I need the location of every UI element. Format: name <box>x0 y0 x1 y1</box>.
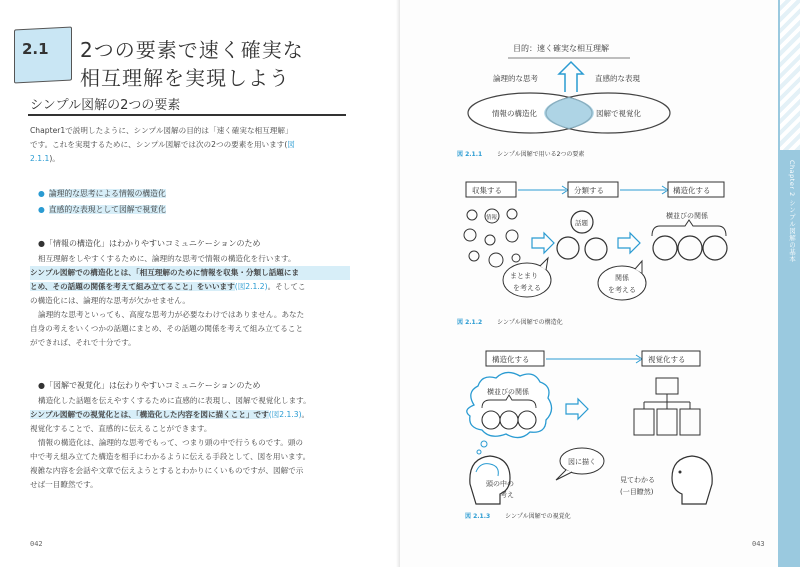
chapter-side-tab-pattern <box>780 0 800 150</box>
fig2-info-circle <box>489 253 503 267</box>
s2-figure-ref[interactable]: (図2.1.3) <box>268 410 302 419</box>
figure-2-1-3 <box>465 351 712 520</box>
fig2-step2-text: 分類する <box>574 186 604 195</box>
subheading: シンプル図解の2つの要素 <box>30 98 181 113</box>
fig3-thought-cloud <box>467 372 552 437</box>
point-item-2: ● 直感的な表現として図解で視覚化 <box>38 205 166 214</box>
s1-line-7: ができれば、それで十分です。 <box>30 338 136 347</box>
fig3-cloud-dot <box>477 450 481 454</box>
fig2-info-text: 情報 <box>486 215 498 221</box>
section-heading-visualizing: ●「図解で視覚化」は伝わりやすいコミュニケーションのため <box>38 381 261 390</box>
s2-line-3: 視覚化することで、直感的に伝えることができます。 <box>30 424 212 433</box>
figure-2-1-1 <box>457 43 670 158</box>
fig3-org-child-box <box>657 409 677 435</box>
s2-line-4: 情報の構造化は、論理的な思考でもって、つまり頭の中で行うものです。頭の <box>38 438 304 447</box>
s1-line-2: シンプル図解での構造化とは、「相互理解のために情報を収集・分類し話題にま <box>30 266 350 280</box>
s1-text-a: 相互理解をしやすくするために、論理的な思考で情報の構造化を行います。 <box>38 254 296 263</box>
fig2-info-circle <box>469 251 479 261</box>
section-heading-visualizing-text: 「図解で視覚化」は伝わりやすいコミュニケーションのため <box>44 381 261 390</box>
chapter-side-tab-text: Chapter 2 シンプル図解の基本 <box>788 160 796 263</box>
intro-line-1: Chapter1で説明したように、シンプル図解の目的は「速く確実な相互理解」 <box>30 126 293 135</box>
s2-line-1: 構造化した話題を伝えやすくするために直感的に表現し、図解で視覚化します。 <box>38 396 311 405</box>
fig2-topic-circle <box>557 237 579 259</box>
fig2-step3-text: 構造化する <box>673 186 711 195</box>
fig2-fat-arrow2 <box>618 233 640 253</box>
page-title-line2: 相互理解を実現しよう <box>80 66 290 90</box>
fig2-info-circle <box>506 230 518 242</box>
fig2-group-circle <box>678 236 702 260</box>
section-heading-structuring: ●「情報の構造化」はわかりやすいコミュニケーションのため <box>38 239 261 248</box>
fig1-caption-number: 図 2.1.1 <box>457 151 483 158</box>
s2-text-c: 。 <box>301 410 310 419</box>
fig2-caption-number: 図 2.1.2 <box>457 319 483 326</box>
fig2-step1-text: 収集する <box>472 186 502 195</box>
fig2-info-circle <box>507 209 517 219</box>
fig2-topic-text: 話題 <box>575 219 588 227</box>
fig3-step1-text: 構造化する <box>492 355 530 364</box>
fig2-caption: シンプル図解での構造化 <box>497 319 563 326</box>
fig2-bubble1-line2: を考える <box>513 284 541 292</box>
s1-line-4: の構造化には、論理的な思考が欠かせません。 <box>30 296 190 305</box>
fig3-draw-text: 図に描く <box>568 458 596 466</box>
point-item-1: ● 論理的な思考による情報の構造化 <box>38 189 166 198</box>
fig2-info-circle <box>485 235 495 245</box>
s1-text-d: 。そしてこ <box>267 282 306 291</box>
intro-figure-ref-label[interactable]: 図 <box>287 140 295 149</box>
section-number: 2.1 <box>22 40 49 58</box>
figure-2-1-2 <box>457 182 727 326</box>
fig1-right-label: 直感的な表現 <box>595 74 640 83</box>
fig1-up-arrow <box>559 62 583 92</box>
fig2-bubble1-line1: まとまり <box>510 272 538 280</box>
fig3-caption-number: 図 2.1.3 <box>465 513 491 520</box>
fig3-see-line1: 見てわかる <box>620 476 655 484</box>
page-title-line1: 2つの要素で速く確実な <box>80 38 304 62</box>
fig1-caption: シンプル図解で用いる2つの要素 <box>497 151 585 158</box>
fig1-left-label: 論理的な思考 <box>493 74 538 83</box>
fig3-fat-arrow <box>566 399 588 419</box>
fig2-relation-text: 横並びの関係 <box>666 212 708 220</box>
fig3-step2-text: 視覚化する <box>648 355 686 364</box>
fig1-right-ellipse-text: 図解で視覚化 <box>596 109 641 118</box>
fig2-bubble2-line2: を考える <box>608 286 636 294</box>
intro-line-3-tail: )。 <box>49 154 60 163</box>
intro-line-2-text: です。これを実現するために、シンプル図解では次の2つの要素を用います( <box>30 140 288 149</box>
s2-line-6: 複雑な内容を会話や文章で伝えようとするとわかりにくいものですが、図解で示 <box>30 466 304 475</box>
fig1-left-ellipse-text: 情報の構造化 <box>492 109 537 118</box>
intro-figure-ref[interactable]: 2.1.1 <box>30 154 50 163</box>
s1-text-c: とめ、その話題の関係を考えて組み立てること」をいいます <box>30 282 235 291</box>
fig3-org-child-box <box>634 409 654 435</box>
fig2-info-circle <box>467 210 477 220</box>
fig2-topic-circle <box>585 238 607 260</box>
fig3-org-child-box <box>680 409 700 435</box>
s2-text-b: シンプル図解での視覚化とは、「構造化した内容を図に描くこと」です <box>30 410 269 419</box>
fig3-head-line1: 頭の中の <box>486 480 514 488</box>
point-label-2: 直感的な表現として図解で視覚化 <box>48 205 166 214</box>
fig2-bubble2-line1: 関係 <box>615 274 629 282</box>
fig3-org-top-box <box>656 378 678 394</box>
section-heading-structuring-text: 「情報の構造化」はわかりやすいコミュニケーションのため <box>44 239 261 248</box>
fig3-caption: シンプル図解での視覚化 <box>505 513 571 520</box>
fig2-fat-arrow1 <box>532 233 554 253</box>
fig3-cloud-dot <box>481 441 487 447</box>
fig3-head-line2: 考え <box>500 491 514 499</box>
fig3-draw-bubble-tail <box>556 470 572 480</box>
fig1-goal-text: 目的：速く確実な相互理解 <box>513 44 609 53</box>
fig2-info-circle <box>512 254 520 262</box>
page-number-left: 042 <box>30 540 43 548</box>
fig3-see-line2: (一目瞭然) <box>620 488 654 496</box>
s1-figure-ref[interactable]: (図2.1.2) <box>234 282 268 291</box>
point-label-1: 論理的な思考による情報の構造化 <box>48 189 166 198</box>
fig2-brace <box>652 220 726 236</box>
s1-line-5: 論理的な思考といっても、高度な思考力が必要なわけではありません。あなた <box>38 310 305 319</box>
fig3-relation-text: 横並びの関係 <box>487 388 529 396</box>
fig3-right-eye <box>679 471 682 474</box>
s1-line-6: 自身の考えをいくつかの話題にまとめ、その話題の関係を考えて組み立てること <box>30 324 304 333</box>
fig2-group-circle <box>703 236 727 260</box>
fig2-group-circle <box>653 236 677 260</box>
page-number-right: 043 <box>752 540 765 548</box>
fig3-right-head <box>672 456 712 504</box>
fig2-info-circle <box>464 229 476 241</box>
s2-line-5: 中で考え組み立てた構造を相手にわかるように伝える手段として、図を用います。 <box>30 452 311 461</box>
s2-line-7: せば一目瞭然です。 <box>30 480 98 489</box>
